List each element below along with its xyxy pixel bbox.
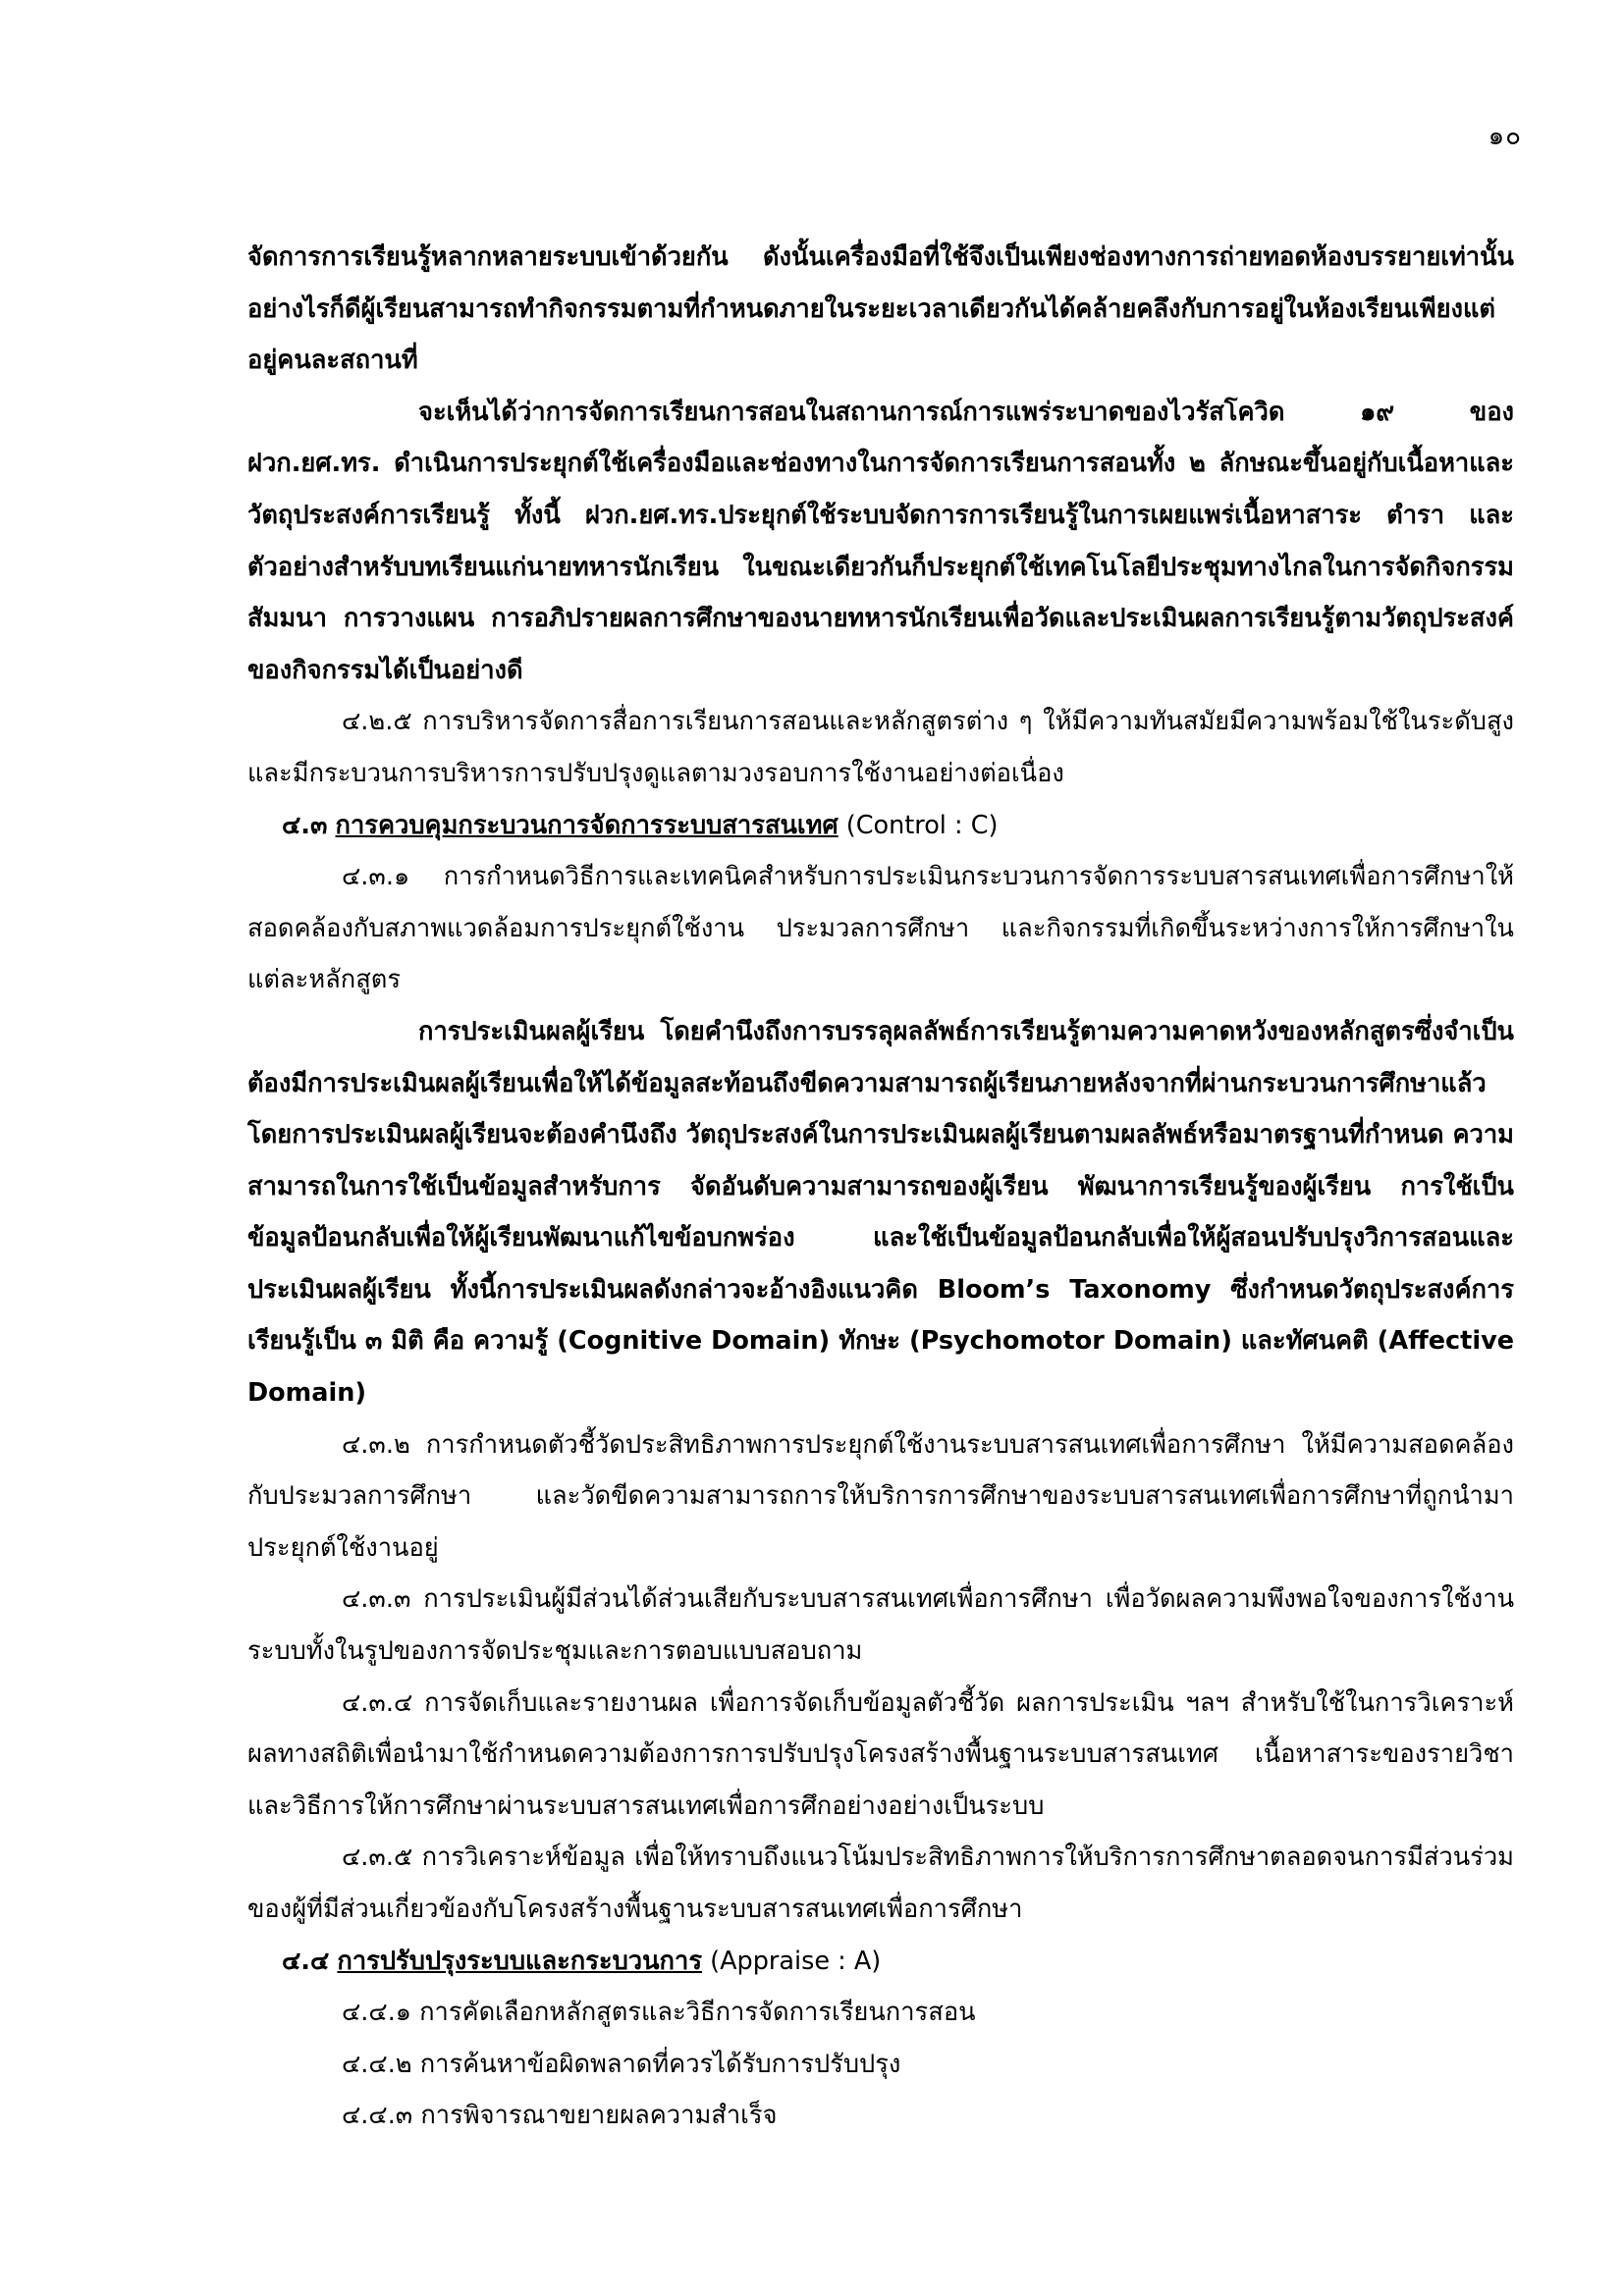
section-heading-4-4 — [247, 1936, 1514, 1988]
paragraph-covid-teaching: จะเห็นได้ว่าการจัดการเรียนการสอนในสถานการณ์การแพร่ระบาดของไวรัสโควิด ๑๙ ของ ฝวก.ยศ.ทร. ดำเนินการประยุกต์ใช้เครื่องมือและช่องทางในการจัดการเรียนการสอนทั้ง ๒ ลักษณะขึ้นอยู่กับเนื้อหาและวัตถุประสงค์การเรียนรู้ ทั้งนี้ ฝวก.ยศ.ทร.ประยุกต์ใช้ระบบจัดการการเรียนรู้ในการเผยแพร่เนื้อหาสาระ ตำรา และตัวอย่างสำหรับบทเรียนแก่นายทหารนักเรียน ในขณะเดียวกันก็ประยุกต์ใช้เทคโนโลยีประชุมทางไกลในการจัดกิจกรรมสัมมนา การวางแผน การอภิปรายผลการศึกษาของนายทหารนักเรียนเพื่อวัดและประเมินผลการเรียนรู้ตามวัตถุประสงค์ของกิจกรรมได้เป็นอย่างดี — [247, 397, 1514, 685]
section-heading-4-3 — [247, 800, 1514, 852]
paragraph-learner-evaluation: การประเมินผลผู้เรียน โดยคำนึงถึงการบรรลุผลลัพธ์การเรียนรู้ตามความคาดหวังของหลักสูตรซึ่งจำเป็นต้องมีการประเมินผลผู้เรียนเพื่อให้ได้ข้อมูลสะท้อนถึงขีดความสามารถผู้เรียนภายหลังจากที่ผ่านกระบวนการศึกษาแล้วโดยการประเมินผลผู้เรียนจะต้องคำนึงถึง วัตถุประสงค์ในการประเมินผลผู้เรียนตามผลลัพธ์หรือมาตรฐานที่กำหนด ความสามารถในการใช้เป็นข้อมูลสำหรับการ จัดอันดับความสามารถของผู้เรียน พัฒนาการเรียนรู้ของผู้เรียน การใช้เป็นข้อมูลป้อนกลับเพื่อให้ผู้เรียนพัฒนาแก้ไขข้อบกพร่อง และใช้เป็นข้อมูลป้อนกลับเพื่อให้ผู้สอนปรับปรุงวิการสอนและประเมินผลผู้เรียน ทั้งนี้การประเมินผลดังกล่าวจะอ้างอิงแนวคิด Bloom’s Taxonomy ซึ่งกำหนดวัตถุประสงค์การเรียนรู้เป็น ๓ มิติ คือ ความรู้ (Cognitive Domain) ทักษะ (Psychomotor Domain) และทัศนคติ (Affective Domain) — [247, 1016, 1514, 1409]
document-body — [247, 232, 1514, 2142]
section-number: ๔.๔ — [282, 1946, 330, 1976]
item-4-4-3: ๔.๔.๓ การพิจารณาขยายผลความสำเร็จ — [342, 2101, 778, 2131]
item-4-3-1: ๔.๓.๑ การกำหนดวิธีการและเทคนิคสำหรับการประเมินกระบวนการจัดการระบบสารสนเทศเพื่อการศึกษาให้สอดคล้องกับสภาพแวดล้อมการประยุกต์ใช้งาน ประมวลการศึกษา และกิจกรรมที่เกิดขึ้นระหว่างการให้การศึกษาในแต่ละหลักสูตร — [247, 862, 1514, 995]
page-number: ๑๐ — [1488, 122, 1522, 151]
item-4-3-3: ๔.๓.๓ การประเมินผู้มีส่วนได้ส่วนเสียกับระบบสารสนเทศเพื่อการศึกษา เพื่อวัดผลความพึงพอใจของการใช้งานระบบทั้งในรูปของการจัดประชุมและการตอบแบบสอบถาม — [247, 1584, 1514, 1667]
section-number: ๔.๓ — [282, 810, 328, 840]
section-title: การควบคุมกระบวนการจัดการระบบสารสนเทศ — [335, 810, 839, 840]
section-suffix: (Control : C) — [845, 810, 999, 840]
section-suffix: (Appraise : A) — [710, 1946, 882, 1976]
item-4-4-1: ๔.๔.๑ การคัดเลือกหลักสูตรและวิธีการจัดการเรียนการสอน — [342, 1998, 976, 2028]
item-4-2-5: ๔.๒.๕ การบริหารจัดการสื่อการเรียนการสอนและหลักสูตรต่าง ๆ ให้มีความทันสมัยมีความพร้อมใช้ในระดับสูง และมีกระบวนการบริหารการปรับปรุงดูแลตามวงรอบการใช้งานอย่างต่อเนื่อง — [247, 707, 1514, 788]
item-4-3-2: ๔.๓.๒ การกำหนดตัวชี้วัดประสิทธิภาพการประยุกต์ใช้งานระบบสารสนเทศเพื่อการศึกษา ให้มีความสอดคล้องกับประมวลการศึกษา และวัดขีดความสามารถการให้บริการการศึกษาของระบบสารสนเทศเพื่อการศึกษาที่ถูกนำมาประยุกต์ใช้งานอยู่ — [247, 1429, 1514, 1563]
item-4-4-2: ๔.๔.๒ การค้นหาข้อผิดพลาดที่ควรได้รับการปรับปรุง — [342, 2049, 901, 2079]
item-4-3-4: ๔.๓.๔ การจัดเก็บและรายงานผล เพื่อการจัดเก็บข้อมูลตัวชี้วัด ผลการประเมิน ฯลฯ สำหรับใช้ในการวิเคราะห์ผลทางสถิติเพื่อนำมาใช้กำหนดความต้องการการปรับปรุงโครงสร้างพื้นฐานระบบสารสนเทศ เนื้อหาสาระของรายวิชา และวิธีการให้การศึกษาผ่านระบบสารสนเทศเพื่อการศึกอย่างอย่างเป็นระบบ — [247, 1687, 1514, 1821]
paragraph-lms-intro: จัดการการเรียนรู้หลากหลายระบบเข้าด้วยกัน ดังนั้นเครื่องมือที่ใช้จึงเป็นเพียงช่องทางการถ่ายทอดห้องบรรยายเท่านั้น อย่างไรก็ดีผู้เรียนสามารถทำกิจกรรมตามที่กำหนดภายในระยะเวลาเดียวกันได้คล้ายคลึงกับการอยู่ในห้องเรียนเพียงแต่อยู่คนละสถานที่ — [247, 242, 1514, 376]
item-4-3-5: ๔.๓.๕ การวิเคราะห์ข้อมูล เพื่อให้ทราบถึงแนวโน้มประสิทธิภาพการให้บริการการศึกษาตลอดจนการมีส่วนร่วมของผู้ที่มีส่วนเกี่ยวข้องกับโครงสร้างพื้นฐานระบบสารสนเทศเพื่อการศึกษา — [247, 1842, 1514, 1924]
section-title: การปรับปรุงระบบและกระบวนการ — [337, 1946, 703, 1976]
